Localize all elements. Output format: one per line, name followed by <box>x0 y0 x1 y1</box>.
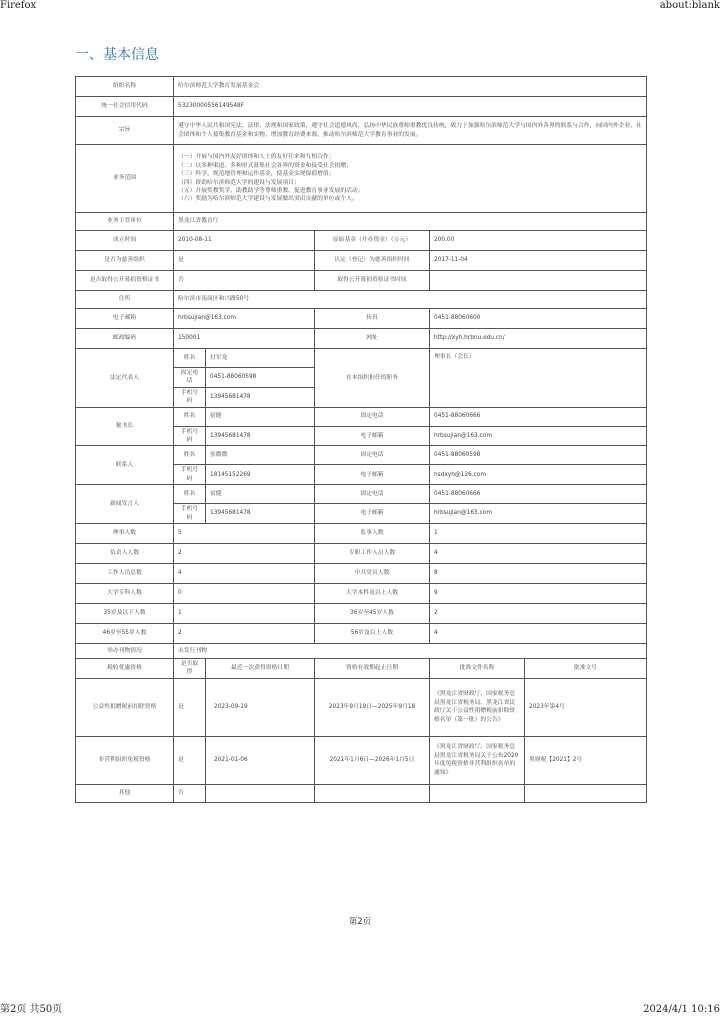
label-org-name: 组织名称 <box>76 77 174 97</box>
label-age35: 35岁及以下人数 <box>76 603 174 623</box>
label-contact-mobile: 手机号码 <box>174 465 206 485</box>
label-college: 大学专科人数 <box>76 583 174 603</box>
scope-item: （三）科学、规范地管理和运作基金，使基金实现保值增值； <box>178 171 335 178</box>
browser-title: Firefox <box>0 0 37 11</box>
party-members: 8 <box>430 563 647 583</box>
contact-mobile: 18145152269 <box>206 465 315 485</box>
label-fulltime: 专职工作人员人数 <box>315 543 430 563</box>
label-bachelor-plus: 大学本科及以上人数 <box>315 583 430 603</box>
label-staff-total: 工作人员总数 <box>76 563 174 583</box>
label-initial-fund: 原始基金（开办资金）（万元） <box>315 231 430 251</box>
tax-exempt-no: 黑财税【2021】2号 <box>525 736 647 784</box>
th-approval-doc: 批准文件名称 <box>430 658 525 678</box>
label-legal-rep-name: 姓名 <box>174 349 206 368</box>
age56: 4 <box>430 623 647 643</box>
th-approval-no: 批准文号 <box>525 658 647 678</box>
th-valid-period: 资格有效期起止日期 <box>315 658 430 678</box>
label-email: 电子邮箱 <box>76 309 174 329</box>
scope <box>174 145 647 213</box>
label-contact-name: 姓名 <box>174 446 206 465</box>
print-footer-datetime: 2024/4/1 10:16 <box>643 1004 720 1015</box>
label-secretary-name: 姓名 <box>174 407 206 426</box>
tax-deduct-no: 2023年第4号 <box>525 678 647 736</box>
label-secretary: 秘书长 <box>76 407 174 446</box>
label-scope: 业务范围 <box>76 145 174 213</box>
spokesperson-email: hrbsujian@163.com <box>430 504 647 524</box>
label-is-charity: 是否为慈善组织 <box>76 251 174 271</box>
tax-exempt-date: 2021-01-06 <box>206 736 315 784</box>
label-age36-45: 36岁至45岁人数 <box>315 603 430 623</box>
is-charity: 是 <box>174 251 315 271</box>
label-website: 网址 <box>315 329 430 349</box>
browser-url: about:blank <box>659 0 720 11</box>
org-name: 哈尔滨师范大学教育发展基金会 <box>174 77 647 97</box>
address: 哈尔滨市南岗区和兴路50号 <box>174 291 647 309</box>
tax-exempt-period: 2021年1月6日—2026年1月5日 <box>315 736 430 784</box>
label-address: 住所 <box>76 291 174 309</box>
label-contact: 联系人 <box>76 446 174 485</box>
scope-item: （二）以多种渠道、多种形式募集社会各界的资金和接受社会捐赠； <box>178 162 352 169</box>
th-tax-qual: 税收优惠资格 <box>76 658 174 678</box>
page-number: 第2页 <box>348 917 372 927</box>
label-other: 其他 <box>76 784 174 802</box>
label-supervisors: 监事人数 <box>315 523 430 543</box>
secretary-email: hrbsujian@163.com <box>430 426 647 446</box>
label-credit-code: 统一社会信用代码 <box>76 97 174 117</box>
print-footer-pages: 第2页 共50页 <box>0 1004 63 1015</box>
contact-phone: 0451-88060598 <box>430 446 647 465</box>
legal-rep-phone: 0451-88060598 <box>206 368 315 388</box>
label-spokesperson: 新闻发言人 <box>76 485 174 524</box>
supervisors: 1 <box>430 523 647 543</box>
scope-item: （一）开展与国内外友好团体和人士的友好往来和互相合作； <box>178 154 335 161</box>
college: 0 <box>174 583 315 603</box>
label-tax-exempt: 非营利组织免税资格 <box>76 736 174 784</box>
postcode: 150001 <box>174 329 315 349</box>
label-secretary-email: 电子邮箱 <box>315 426 430 446</box>
label-directors: 理事人数 <box>76 523 174 543</box>
label-spokesperson-phone: 固定电话 <box>315 485 430 504</box>
age35: 1 <box>174 603 315 623</box>
legal-rep-name: 付军龙 <box>206 349 315 368</box>
basic-info-table <box>75 76 647 803</box>
fulltime: 4 <box>430 543 647 563</box>
label-contact-email: 电子邮箱 <box>315 465 430 485</box>
spokesperson-name: 宿健 <box>206 485 315 504</box>
initial-fund: 200.00 <box>430 231 647 251</box>
charity-date: 2017-11-04 <box>430 251 647 271</box>
bachelor-plus: 9 <box>430 583 647 603</box>
other: 否 <box>174 784 206 802</box>
label-responsible: 负责人人数 <box>76 543 174 563</box>
th-obtained: 是否取得 <box>174 658 206 678</box>
label-contact-phone: 固定电话 <box>315 446 430 465</box>
label-established: 成立时间 <box>76 231 174 251</box>
secretary-name: 宿健 <box>206 407 315 426</box>
legal-rep-mobile: 13945681478 <box>206 387 315 407</box>
label-purpose: 宗旨 <box>76 117 174 145</box>
label-age56: 56岁及以上人数 <box>315 623 430 643</box>
tax-deduct-period: 2023年9月19日—2025年9月18 <box>315 678 430 736</box>
spokesperson-mobile: 13945681478 <box>206 504 315 524</box>
label-spokesperson-email: 电子邮箱 <box>315 504 430 524</box>
staff-total: 4 <box>174 563 315 583</box>
scope-item: （五）开展奖教奖学、助教助学等尊师重教、促进教育事业发展的活动； <box>178 187 364 194</box>
spokesperson-phone: 0451-88060666 <box>430 485 647 504</box>
contact-email: hsdxyh@126.com <box>430 465 647 485</box>
tax-deduct-obtained: 是 <box>174 678 206 736</box>
label-public-fundraising: 是否取得公开募捐资格证书 <box>76 271 174 291</box>
label-fundraising-date: 取得公开募捐资格证书时间 <box>315 271 430 291</box>
label-publication: 举办刊物情况 <box>76 643 174 658</box>
secretary-mobile: 13945681478 <box>206 426 315 446</box>
th-recent-date: 最近一次获得资格日期 <box>206 658 315 678</box>
age36-45: 2 <box>430 603 647 623</box>
label-legal-rep: 法定代表人 <box>76 349 174 408</box>
scope-item: （四）资助哈尔滨师范大学的建设与发展项目； <box>178 179 300 186</box>
section-title: 一、基本信息 <box>75 47 159 63</box>
tax-exempt-doc: 《黑龙江省财政厅、国家税务总局黑龙江省税务局关于公布2020年度免税资格非营利组织名单的通知》 <box>430 736 525 784</box>
public-fundraising: 否 <box>174 271 315 291</box>
tax-deduct-date: 2023-09-19 <box>206 678 315 736</box>
label-age46-55: 46岁至55岁人数 <box>76 623 174 643</box>
label-legal-rep-mobile: 手机号码 <box>174 387 206 407</box>
established: 2010-08-11 <box>174 231 315 251</box>
label-charity-date: 认定（登记）为慈善组织时间 <box>315 251 430 271</box>
label-supervisor: 业务主管单位 <box>76 213 174 231</box>
supervisor: 黑龙江省教育厅 <box>174 213 647 231</box>
label-tax-deduct: 公益性捐赠税前扣除资格 <box>76 678 174 736</box>
fax: 0451-88060600 <box>430 309 647 329</box>
publication: 未发行刊物 <box>174 643 647 658</box>
fundraising-date <box>430 271 647 291</box>
label-fax: 传真 <box>315 309 430 329</box>
label-legal-rep-phone: 固定电话 <box>174 368 206 388</box>
label-party-members: 中共党员人数 <box>315 563 430 583</box>
contact-name: 张微微 <box>206 446 315 465</box>
purpose: 遵守中华人民共和国宪法、法律、法规和国家政策，遵守社会道德风尚，弘扬中华民族尊师重教优良传统，致力于加强哈尔滨师范大学与国内外各界的联系与合作，向国内外企业、社会团体和个人募集教育基金和实物，增加教育经费来源，推动哈尔滨师范大学教育事业的发展。 <box>174 117 647 145</box>
email: hrbsujian@163.com <box>174 309 315 329</box>
label-secretary-mobile: 手机号码 <box>174 426 206 446</box>
label-position: 在本组织担任的职务 <box>315 349 430 408</box>
label-secretary-phone: 固定电话 <box>315 407 430 426</box>
legal-rep-position: 理事长（会长） <box>430 349 647 408</box>
age46-55: 2 <box>174 623 315 643</box>
scope-item: （六）奖励为哈尔滨师范大学建设与发展做出突出贡献的单位或个人。 <box>178 196 358 203</box>
website: http://xyh.hrbnu.edu.cn/ <box>430 329 647 349</box>
responsible: 2 <box>174 543 315 563</box>
credit-code: 53230000556149548F <box>174 97 647 117</box>
secretary-phone: 0451-88060666 <box>430 407 647 426</box>
tax-exempt-obtained: 是 <box>174 736 206 784</box>
label-postcode: 邮政编码 <box>76 329 174 349</box>
tax-deduct-doc: 《黑龙江省财政厅、国家税务总局黑龙江省税务局、黑龙江省民政厅关于公益性捐赠税前扣除资格名单（第一批）的公告》 <box>430 678 525 736</box>
label-spokesperson-name: 姓名 <box>174 485 206 504</box>
label-spokesperson-mobile: 手机号码 <box>174 504 206 524</box>
directors: 5 <box>174 523 315 543</box>
